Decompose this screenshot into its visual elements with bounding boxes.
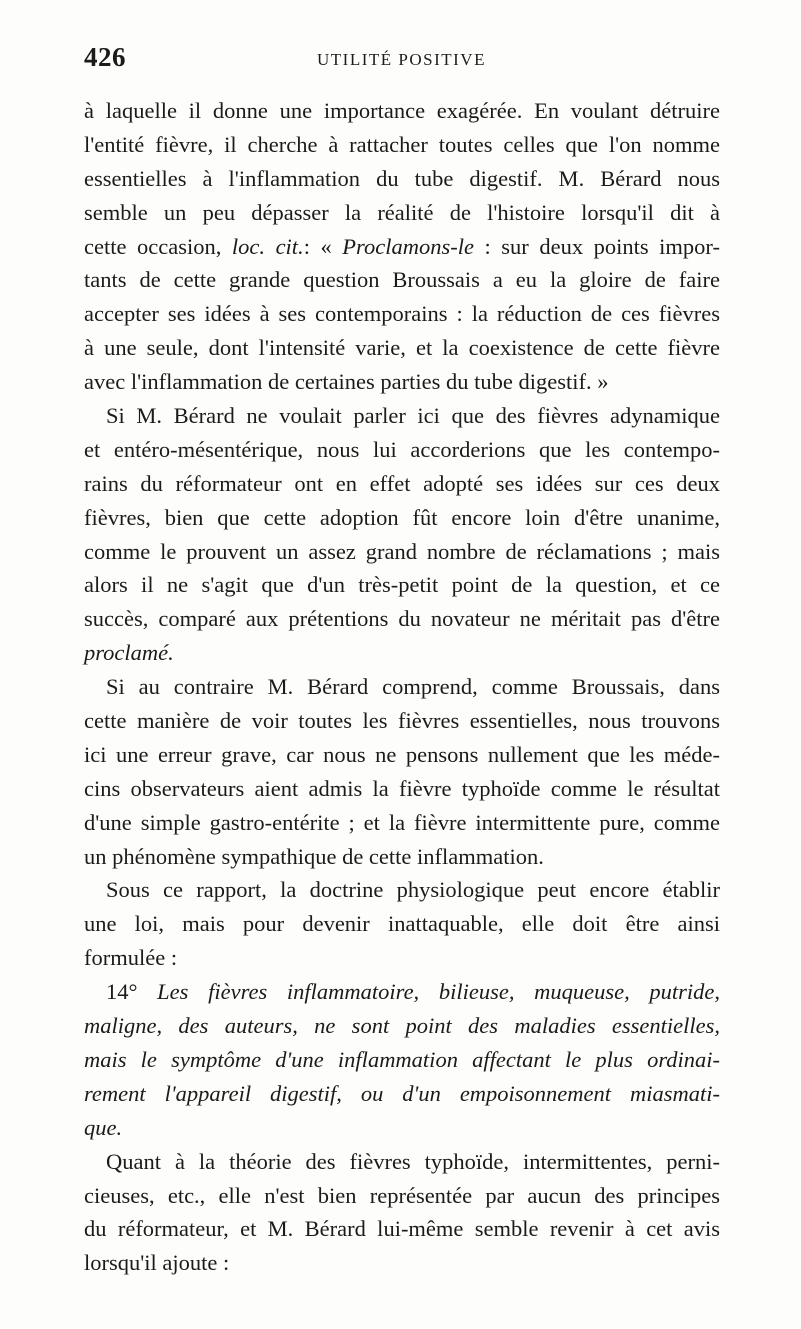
text-segment: : « [303,233,343,259]
text-line: succès, comparé aux prétentions du novateur ne méritait pas d'être [84,606,720,632]
text-line: à une seule, dont l'intensité varie, et la coexistence de cette fièvre [84,335,720,361]
text-segment: : sur deux points impor- [473,233,720,259]
text-line: lorsqu'il ajoute : [84,1250,230,1276]
text-line: l'entité fièvre, il cherche à rattacher toutes celles que l'on nomme [84,131,720,157]
text-line: d'une simple gastro-entérite ; et la fièvre intermittente pure, comme [84,809,720,835]
text-line: accepter ses idées à ses contemporains : la réduction de ces fièvres [84,301,720,327]
text-line: tants de cette grande question Broussais a eu la gloire de faire [84,267,720,293]
text-line: avec l'inflammation de certaines parties du tube digestif. » [84,369,609,395]
text-line: ici une erreur grave, car nous ne pensons nullement que les méde- [84,741,720,767]
text-line: et entéro-mésentérique, nous lui accorderions que les contempo- [84,436,720,462]
text-line: formulée : [84,945,178,971]
text-line: que. [84,1114,123,1140]
text-line: cins observateurs aient admis la fièvre typhoïde comme le résultat [84,775,720,801]
text-line: Quant à la théorie des fièvres typhoïde, intermittentes, perni- [106,1148,720,1174]
text-line: Si au contraire M. Bérard comprend, comme Broussais, dans [106,674,720,700]
page-header [84,42,719,82]
text-line: mais le symptôme d'une inflammation affectant le plus ordinai- [84,1046,720,1072]
italic-text: Les fièvres inflammatoire, bilieuse, muqueuse, putride, [157,979,721,1005]
text-line: une loi, mais pour devenir inattaquable, elle doit être ainsi [84,911,720,937]
text-line [84,230,720,264]
text-line: essentielles à l'inflammation du tube digestif. M. Bérard nous [84,165,720,191]
text-segment: cette occasion, [84,233,232,259]
text-line: à laquelle il donne une importance exagérée. En voulant détruire [84,98,720,123]
text-line: cieuses, etc., elle n'est bien représentée par aucun des principes [84,1182,720,1208]
text-segment: 14° [106,979,158,1005]
text-line: maligne, des auteurs, ne sont point des maladies essentielles, [84,1013,720,1039]
text-line: fièvres, bien que cette adoption fût encore loin d'être unanime, [84,504,720,530]
text-line: Sous ce rapport, la doctrine physiologique peut encore établir [106,877,720,903]
page-number: 426 [84,42,126,72]
text-line: proclamé. [84,640,174,666]
text-line: alors il ne s'agit que d'un très-petit point de la question, et ce [84,572,720,598]
running-title: UTILITÉ POSITIVE [317,50,486,69]
text-line: semble un peu dépasser la réalité de l'histoire lorsqu'il dit à [84,199,720,225]
italic-text: Proclamons-le [342,233,474,259]
text-line: comme le prouvent un assez grand nombre de réclamations ; mais [84,538,720,564]
text-line: du réformateur, et M. Bérard lui-même semble revenir à cet avis [84,1216,720,1242]
text-line: rement l'appareil digestif, ou d'un empoisonnement miasmati- [84,1080,720,1106]
text-line: un phénomène sympathique de cette inflammation. [84,843,544,869]
italic-text: loc. cit. [231,233,304,259]
text-line: cette manière de voir toutes les fièvres essentielles, nous trouvons [84,708,720,734]
body-text [84,94,720,1280]
text-line: rains du réformateur ont en effet adopté ses idées sur ces deux [84,470,720,496]
text-line [84,975,720,1009]
text-line: Si M. Bérard ne voulait parler ici que des fièvres adynamique [106,403,720,429]
